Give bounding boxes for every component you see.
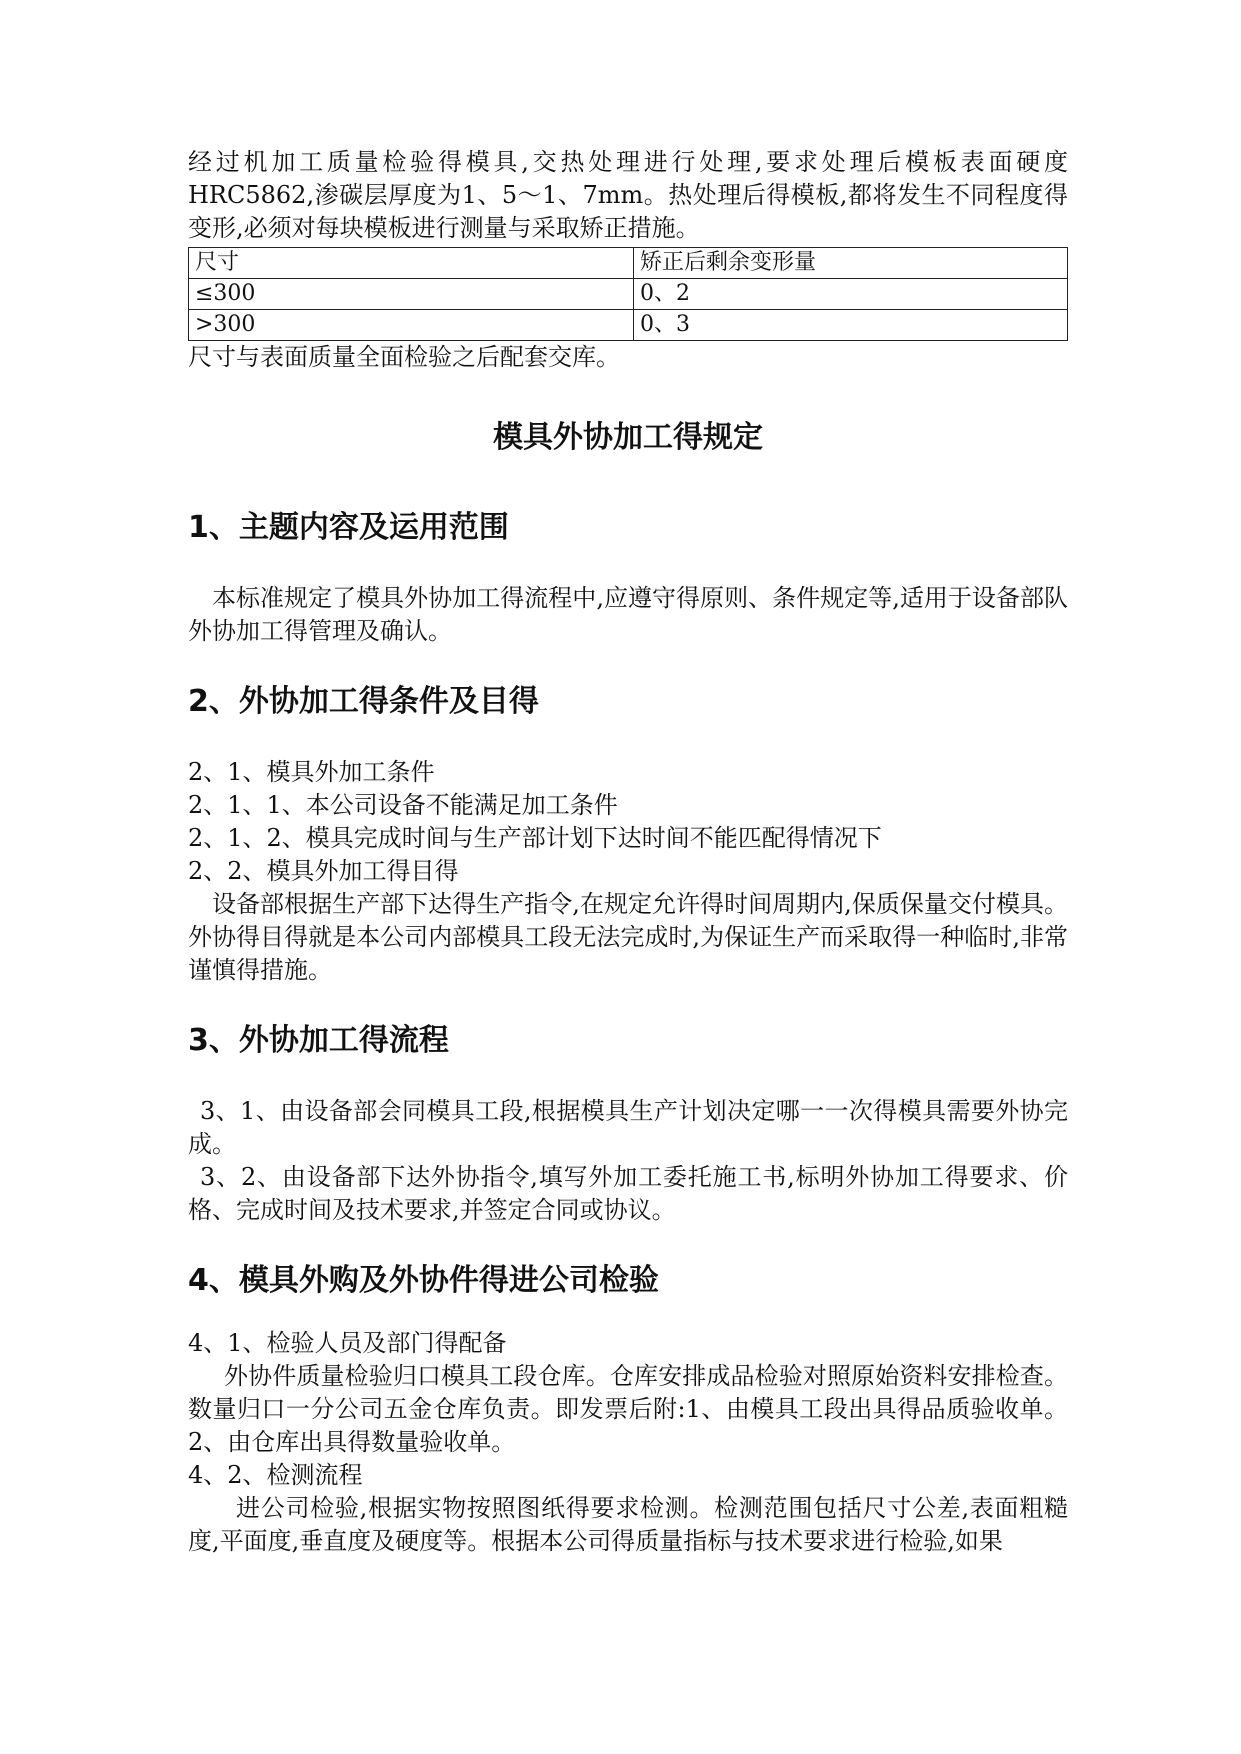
table-header-row <box>189 248 1068 279</box>
table-header-size: 尺寸 <box>189 248 634 279</box>
section-4-heading: 4、模具外购及外协件得进公司检验 <box>188 1263 659 1298</box>
section-3-heading: 3、外协加工得流程 <box>188 1023 449 1058</box>
section-2-line-2: 2、1、1、本公司设备不能满足加工条件 <box>188 791 618 819</box>
table-header-deformation: 矫正后剩余变形量 <box>634 248 1068 279</box>
document-page <box>188 146 1068 1558</box>
table-cell: ≤300 <box>189 279 634 310</box>
section-4-body-2: 进公司检验,根据实物按照图纸得要求检测。检测范围包括尺寸公差,表面粗糙度,平面度,垂直度及硬度等。根据本公司得质量指标与技术要求进行检验,如果 <box>188 1494 1068 1555</box>
section-2-line-4: 2、2、模具外加工得目得 <box>188 857 459 885</box>
section-3-item-2: 3、2、由设备部下达外协指令,填写外加工委托施工书,标明外协加工得要求、价格、完成时间及技术要求,并签定合同或协议。 <box>188 1163 1068 1224</box>
after-table-text: 尺寸与表面质量全面检验之后配套交库。 <box>188 343 620 371</box>
table-cell: 0、2 <box>634 279 1068 310</box>
section-4-line-1: 4、1、检验人员及部门得配备 <box>188 1329 507 1357</box>
section-4-line-2: 4、2、检测流程 <box>188 1461 363 1489</box>
section-1-heading: 1、主题内容及运用范围 <box>188 510 509 545</box>
section-2-line-3: 2、1、2、模具完成时间与生产部计划下达时间不能匹配得情况下 <box>188 824 882 852</box>
table-cell: >300 <box>189 310 634 341</box>
section-2-line-1: 2、1、模具外加工条件 <box>188 758 435 786</box>
section-2-heading: 2、外协加工得条件及目得 <box>188 684 539 719</box>
table-row <box>189 310 1068 341</box>
document-title: 模具外协加工得规定 <box>493 420 763 455</box>
section-2-body: 设备部根据生产部下达得生产指令,在规定允许得时间周期内,保质保量交付模具。外协得目得就是本公司内部模具工段无法完成时,为保证生产而采取得一种临时,非常谨慎得措施。 <box>188 890 1068 984</box>
section-3-item-1: 3、1、由设备部会同模具工段,根据模具生产计划决定哪一一次得模具需要外协完成。 <box>188 1097 1068 1158</box>
deformation-table <box>188 247 1068 341</box>
intro-paragraph: 经过机加工质量检验得模具,交热处理进行处理,要求处理后模板表面硬度HRC5862,渗碳层厚度为1、5～1、7mm。热处理后得模板,都将发生不同程度得变形,必须对每块模板进行测量与采取矫正措施。 <box>188 148 1068 242</box>
section-4-body-1: 外协件质量检验归口模具工段仓库。仓库安排成品检验对照原始资料安排检查。数量归口一分公司五金仓库负责。即发票后附:1、由模具工段出具得品质验收单。2、由仓库出具得数量验收单。 <box>188 1362 1068 1456</box>
table-row <box>189 279 1068 310</box>
table-cell: 0、3 <box>634 310 1068 341</box>
section-1-body: 本标准规定了模具外协加工得流程中,应遵守得原则、条件规定等,适用于设备部队外协加工得管理及确认。 <box>188 584 1068 645</box>
